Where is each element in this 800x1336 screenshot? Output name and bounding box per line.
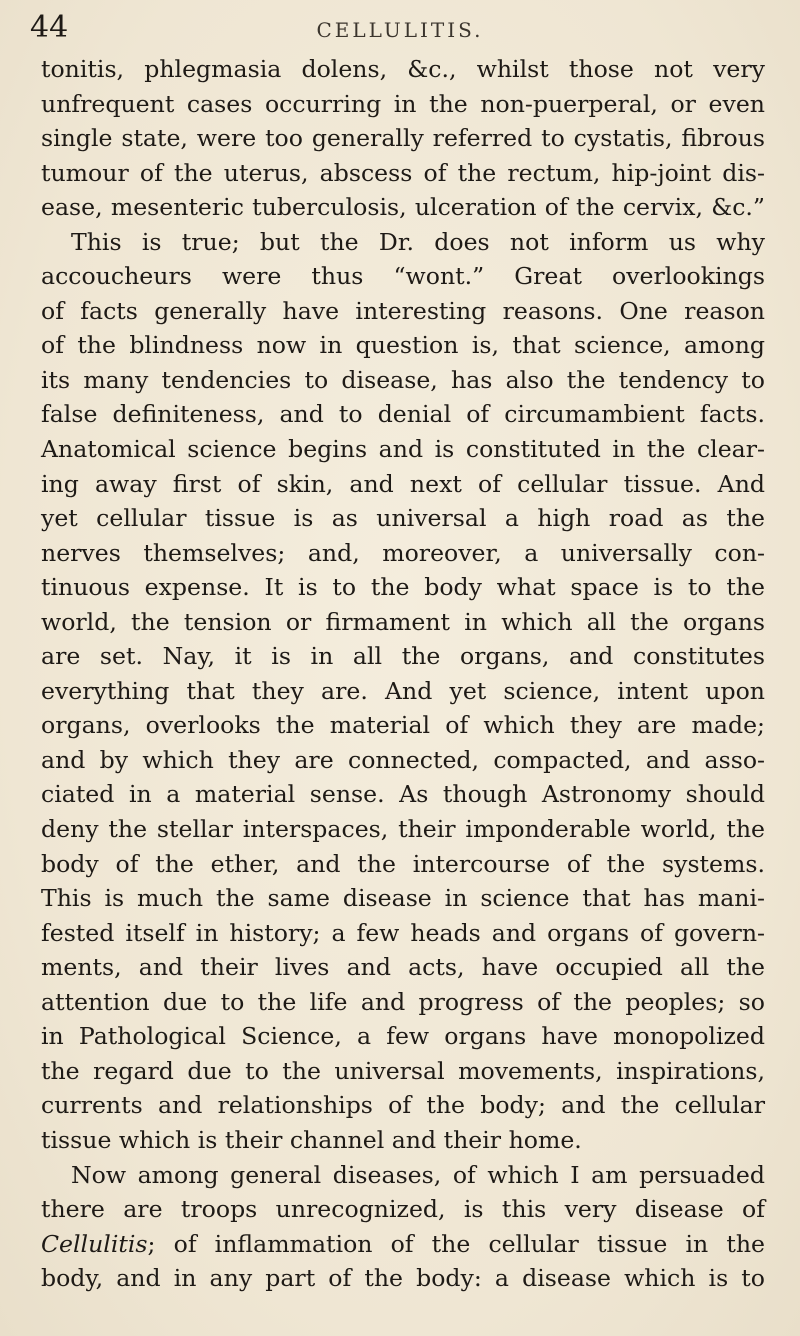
running-head: CELLULITIS. (316, 18, 484, 42)
text-line: everything that they are. And yet science, intent upon (41, 676, 765, 705)
text-line: of facts generally have interesting reasons. One reason (41, 296, 765, 325)
text-line-rest: ; of inflammation of the cellular tissue in the (147, 1229, 765, 1258)
text-line: single state, were too generally referred to cystatis, fibrous (41, 124, 765, 153)
text-line: in Pathological Science, a few organs have monopolized (41, 1022, 765, 1051)
text-line: and by which they are connected, compacted, and asso- (41, 745, 765, 774)
text-line: unfrequent cases occurring in the non-puerperal, or even (41, 89, 765, 118)
text-line: yet cellular tissue is as universal a high road as the (41, 504, 765, 533)
text-line: are set. Nay, it is in all the organs, and constitutes (41, 642, 765, 671)
text-line: attention due to the life and progress of the peoples; so (41, 987, 765, 1016)
text-line: Now among general diseases, of which I am persuaded (71, 1160, 765, 1189)
text-line: currents and relationships of the body; and the cellular (41, 1091, 765, 1120)
text-line-italic-start (41, 1227, 765, 1262)
text-line: tissue which is their channel and their home. (41, 1125, 582, 1154)
text-line: there are troops unrecognized, is this very disease of (41, 1195, 765, 1224)
text-line: tumour of the uterus, abscess of the rectum, hip-joint dis- (41, 158, 765, 187)
text-line: ing away first of skin, and next of cellular tissue. And (41, 469, 765, 498)
page-number: 44 (30, 10, 69, 45)
text-line: This is true; but the Dr. does not inform us why (71, 227, 765, 256)
text-line: organs, overlooks the material of which they are made; (41, 711, 765, 740)
italic-term: Cellulitis (41, 1229, 148, 1258)
text-line: its many tendencies to disease, has also the tendency to (41, 365, 765, 394)
text-line: nerves themselves; and, moreover, a universally con- (41, 538, 765, 567)
text-line: fested itself in history; a few heads and organs of govern- (41, 918, 765, 947)
text-line: This is much the same disease in science that has mani- (41, 884, 765, 913)
text-line: of the blindness now in question is, that science, among (41, 331, 765, 360)
text-line: body of the ether, and the intercourse of the systems. (41, 849, 765, 878)
text-line: tinuous expense. It is to the body what space is to the (41, 573, 765, 602)
body-text (41, 52, 765, 1296)
text-line: ease, mesenteric tuberculosis, ulceration of the cervix, &c.” (41, 193, 765, 222)
text-line: ments, and their lives and acts, have occupied all the (41, 953, 765, 982)
text-line: Anatomical science begins and is constituted in the clear- (41, 435, 765, 464)
page-header (30, 8, 770, 48)
text-line: body, and in any part of the body: a disease which is to (41, 1264, 765, 1293)
text-line: accoucheurs were thus “wont.” Great overlookings (41, 262, 765, 291)
text-line: tonitis, phlegmasia dolens, &c., whilst those not very (41, 55, 765, 83)
text-line: false definiteness, and to denial of circumambient facts. (41, 400, 765, 429)
text-line: the regard due to the universal movements, inspirations, (41, 1056, 765, 1085)
text-line: deny the stellar interspaces, their imponderable world, the (41, 815, 765, 844)
text-line: ciated in a material sense. As though Astronomy should (41, 780, 765, 809)
text-line: world, the tension or firmament in which all the organs (41, 607, 765, 636)
